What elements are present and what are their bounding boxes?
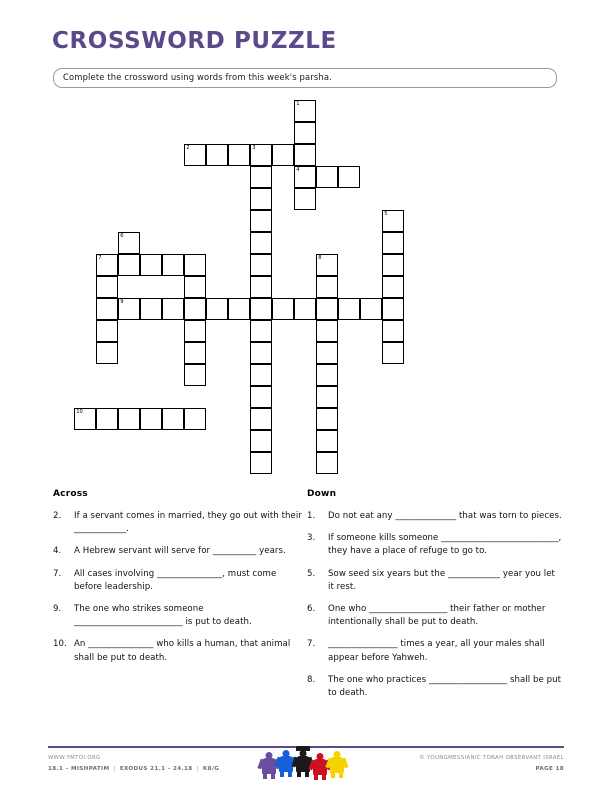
across-clue-text: The one who strikes someone _________________________ is put to death. <box>74 604 252 628</box>
down-clue-number: 7. <box>307 639 316 650</box>
across-clue <box>53 568 303 594</box>
across-clue-number: 10. <box>53 639 67 650</box>
crossword-cell[interactable] <box>140 254 162 276</box>
crossword-cell[interactable] <box>162 254 184 276</box>
crossword-cell[interactable] <box>250 408 272 430</box>
crossword-cell[interactable] <box>250 276 272 298</box>
crossword-cell[interactable] <box>382 342 404 364</box>
crossword-cell[interactable] <box>206 298 228 320</box>
crossword-cell[interactable] <box>96 254 118 276</box>
crossword-cell[interactable] <box>96 276 118 298</box>
across-clue-list <box>53 510 303 665</box>
crossword-cell[interactable] <box>118 408 140 430</box>
down-column <box>307 489 562 709</box>
footer-lesson: 18.1 – MISHPATIM <box>48 766 110 772</box>
cell-number: 8 <box>318 254 322 261</box>
crossword-cell[interactable] <box>250 232 272 254</box>
crossword-cell[interactable] <box>96 298 118 320</box>
crossword-cell[interactable] <box>294 188 316 210</box>
crossword-cell[interactable] <box>184 144 206 166</box>
crossword-cell[interactable] <box>316 364 338 386</box>
crossword-cell[interactable] <box>184 364 206 386</box>
crossword-cell[interactable] <box>184 408 206 430</box>
crossword-cell[interactable] <box>228 298 250 320</box>
crossword-cell[interactable] <box>250 386 272 408</box>
down-clue-number: 5. <box>307 568 316 579</box>
instruction-text: Complete the crossword using words from this week's parsha. <box>63 72 332 82</box>
crossword-cell[interactable] <box>294 100 316 122</box>
cell-number: 2 <box>186 144 190 151</box>
cell-number: 6 <box>120 232 124 239</box>
across-clue-text: An _______________ who kills a human, that animal shall be put to death. <box>74 639 291 663</box>
footer-sep-1: | <box>113 766 116 772</box>
crossword-cell[interactable] <box>250 166 272 188</box>
footer-lesson-line <box>48 764 219 775</box>
down-heading: Down <box>307 489 337 499</box>
across-clue <box>53 545 303 558</box>
down-clue-text: If someone kills someone ___________________________, they have a place of refuge to go to. <box>328 533 562 557</box>
crossword-cell[interactable] <box>316 298 338 320</box>
crossword-cell[interactable] <box>316 452 338 474</box>
crossword-cell[interactable] <box>382 276 404 298</box>
across-clue-text: A Hebrew servant will serve for __________ years. <box>74 546 286 557</box>
footer-page-number: PAGE 18 <box>535 766 564 772</box>
crossword-cell[interactable] <box>184 342 206 364</box>
crossword-cell[interactable] <box>184 298 206 320</box>
crossword-cell[interactable] <box>140 408 162 430</box>
crossword-cell[interactable] <box>118 298 140 320</box>
crossword-cell[interactable] <box>184 276 206 298</box>
crossword-cell[interactable] <box>382 320 404 342</box>
cell-number: 5 <box>384 210 388 217</box>
across-clue-number: 2. <box>53 511 62 521</box>
crossword-cell[interactable] <box>294 166 316 188</box>
publisher-logo <box>262 750 350 780</box>
cell-number: 10 <box>76 408 83 415</box>
crossword-cell[interactable] <box>338 298 360 320</box>
down-clue-text: One who __________________ their father or mother intentionally shall be put to death. <box>328 604 546 628</box>
across-clue <box>53 510 303 536</box>
footer-website: WWW.YMTOI.ORG <box>48 755 101 761</box>
crossword-cell[interactable] <box>294 122 316 144</box>
down-clue <box>307 638 562 664</box>
across-clue <box>53 638 303 664</box>
across-clue-text: All cases involving _______________, must come before leadership. <box>74 568 277 592</box>
crossword-cell[interactable] <box>228 144 250 166</box>
page-title: CROSSWORD PUZZLE <box>52 28 337 54</box>
crossword-cell[interactable] <box>250 210 272 232</box>
crossword-cell[interactable] <box>184 320 206 342</box>
crossword-cell[interactable] <box>250 430 272 452</box>
crossword-cell[interactable] <box>250 188 272 210</box>
crossword-cell[interactable] <box>250 452 272 474</box>
footer-left <box>48 753 219 775</box>
across-clue-text: If a servant comes in married, they go out with their ____________. <box>74 511 302 535</box>
crossword-cell[interactable] <box>140 298 162 320</box>
cell-number: 3 <box>252 144 256 151</box>
down-clue-list <box>307 510 562 700</box>
crossword-cell[interactable] <box>360 298 382 320</box>
footer-right <box>419 753 564 775</box>
down-clue-text: Do not eat any ______________ that was torn to pieces. <box>328 511 562 521</box>
footer-sep-2: | <box>196 766 199 772</box>
crossword-cell[interactable] <box>162 298 184 320</box>
footer-reference: EXODUS 21.1 – 24.18 <box>119 766 193 772</box>
crossword-cell[interactable] <box>250 320 272 342</box>
down-clue <box>307 532 562 558</box>
crossword-cell[interactable] <box>272 298 294 320</box>
crossword-cell[interactable] <box>96 320 118 342</box>
crossword-cell[interactable] <box>96 342 118 364</box>
logo-figure-yellow <box>330 751 344 780</box>
crossword-cell[interactable] <box>74 408 96 430</box>
crossword-cell[interactable] <box>316 386 338 408</box>
down-clue-number: 6. <box>307 604 316 615</box>
across-heading: Across <box>53 489 88 499</box>
down-clue <box>307 568 562 594</box>
cell-number: 9 <box>120 298 124 305</box>
crossword-cell[interactable] <box>316 342 338 364</box>
crossword-cell[interactable] <box>316 408 338 430</box>
logo-figure-black <box>296 750 310 780</box>
crossword-cell[interactable] <box>316 430 338 452</box>
crossword-cell[interactable] <box>382 254 404 276</box>
down-clue-number: 1. <box>307 511 316 521</box>
crossword-cell[interactable] <box>250 298 272 320</box>
crossword-cell[interactable] <box>162 408 184 430</box>
footer-grade: K8/G <box>202 766 220 772</box>
down-clue-text: Sow seed six years but the ____________ year you let it rest. <box>328 568 555 592</box>
crossword-cell[interactable] <box>382 298 404 320</box>
crossword-cell[interactable] <box>316 276 338 298</box>
crossword-cell[interactable] <box>382 210 404 232</box>
across-column <box>53 489 303 674</box>
crossword-cell[interactable] <box>316 320 338 342</box>
crossword-cell[interactable] <box>250 144 272 166</box>
across-clue-number: 9. <box>53 604 62 615</box>
crossword-cell[interactable] <box>96 408 118 430</box>
down-clue <box>307 603 562 629</box>
footer-copyright: © YOUNGMESSIANIC TORAH OBSERVANT ISRAEL <box>419 755 564 761</box>
down-clue-number: 3. <box>307 533 316 544</box>
crossword-cell[interactable] <box>250 342 272 364</box>
cell-number: 7 <box>98 254 102 261</box>
crossword-cell[interactable] <box>118 232 140 254</box>
crossword-cell[interactable] <box>316 254 338 276</box>
down-clue <box>307 510 562 523</box>
crossword-cell[interactable] <box>184 254 206 276</box>
crossword-cell[interactable] <box>118 254 140 276</box>
across-clue-number: 4. <box>53 546 62 557</box>
cell-number: 1 <box>296 100 300 107</box>
down-clue <box>307 674 562 700</box>
down-clue-text: The one who practices __________________ shall be put to death. <box>328 674 562 699</box>
crossword-cell[interactable] <box>250 364 272 386</box>
crossword-cell[interactable] <box>250 254 272 276</box>
crossword-cell[interactable] <box>338 166 360 188</box>
down-clue-text: ________________ times a year, all your males shall appear before Yahweh. <box>328 639 545 663</box>
crossword-cell[interactable] <box>294 144 316 166</box>
across-clue <box>53 603 303 629</box>
crossword-cell[interactable] <box>382 232 404 254</box>
across-clue-number: 7. <box>53 568 62 579</box>
cell-number: 4 <box>296 166 300 173</box>
crossword-cell[interactable] <box>316 166 338 188</box>
crossword-cell[interactable] <box>206 144 228 166</box>
down-clue-number: 8. <box>307 674 316 685</box>
crossword-cell[interactable] <box>272 144 294 166</box>
crossword-cell[interactable] <box>294 298 316 320</box>
